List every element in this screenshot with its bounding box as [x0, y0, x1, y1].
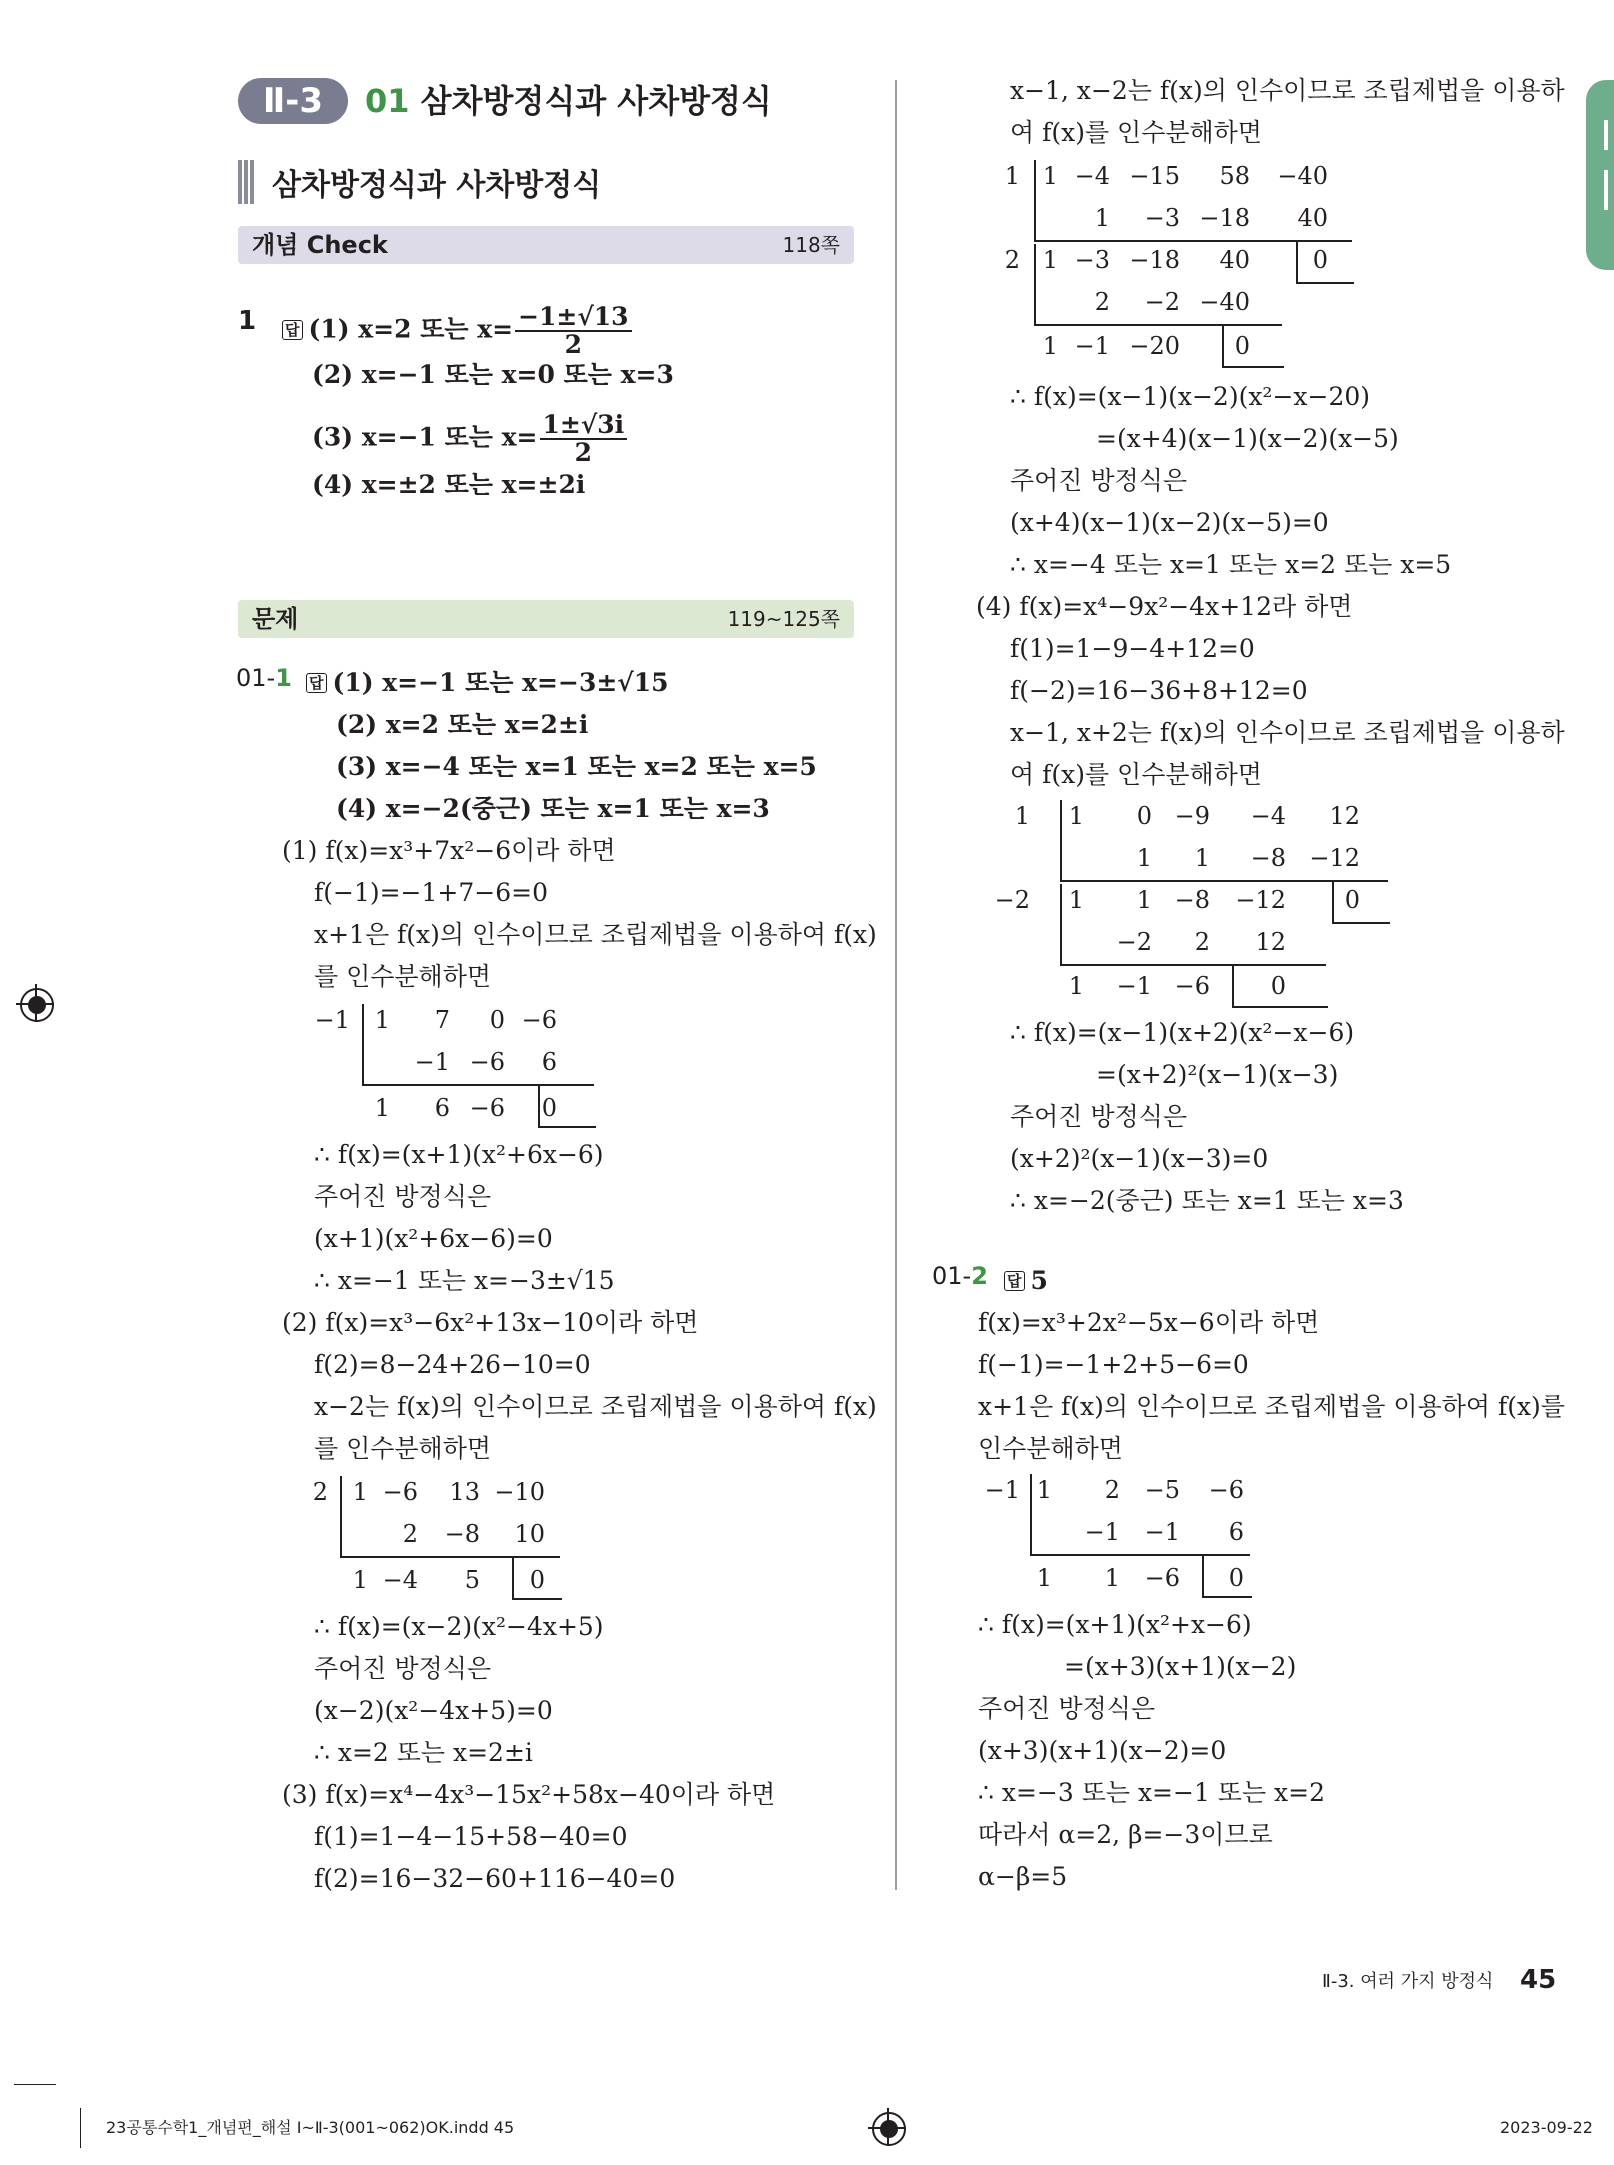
synth-cell: 58	[1219, 162, 1250, 190]
print-file-name: 23공통수학1_개념편_해설 Ⅰ~Ⅱ-3(001~062)OK.indd 45	[106, 2118, 515, 2137]
synth-cell: −6	[469, 1048, 505, 1076]
p012-after-2: =(x+3)(x+1)(x−2)	[1064, 1652, 1297, 1681]
answer-mark: 답	[282, 320, 303, 340]
q1-a1-text: (1) x=2 또는 x=	[308, 314, 514, 344]
p012-after-1: ∴ f(x)=(x+1)(x²+x−6)	[978, 1610, 1252, 1639]
synth-cell: 1	[1068, 886, 1084, 914]
synth-cell: −6	[1144, 1564, 1180, 1592]
synth-cell: −4	[382, 1566, 418, 1594]
synth-cell: −9	[1174, 802, 1210, 830]
registration-mark-icon	[872, 2112, 906, 2146]
synth-cell: 2	[1104, 1476, 1120, 1504]
section-title-text: 삼차방정식과 사차방정식	[420, 82, 772, 120]
page-chapter-label: Ⅱ-3. 여러 가지 방정식	[1322, 1971, 1494, 1992]
q1-a1-fraction	[515, 304, 632, 358]
subsection-title: 삼차방정식과 사차방정식	[272, 168, 602, 203]
section-badge: Ⅱ-3	[238, 78, 348, 124]
synth-cell: 1	[1136, 886, 1152, 914]
p012-after-4: (x+3)(x+1)(x−2)=0	[978, 1736, 1227, 1765]
synth-root: 1	[1004, 162, 1020, 190]
synth-cell: −8	[444, 1520, 480, 1548]
synth-cell: −3	[1074, 246, 1110, 274]
q1-a1-denominator: 2	[564, 330, 583, 359]
registration-mark-icon	[20, 988, 54, 1022]
page-number: 45	[1520, 1965, 1557, 1995]
crop-mark	[80, 2108, 81, 2148]
s4-line-5: 여 f(x)를 인수분해하면	[1010, 760, 1262, 789]
chapter-side-tab	[1586, 80, 1614, 270]
synth-root: −1	[314, 1006, 350, 1034]
p012-line-2: f(−1)=−1+2+5−6=0	[978, 1350, 1249, 1379]
synth-cell: 1	[1068, 972, 1084, 1000]
q1-answer-1	[282, 304, 632, 358]
s2-line-4: 를 인수분해하면	[314, 1434, 491, 1463]
synth-cell: 1	[352, 1478, 368, 1506]
synth-cell: −12	[1235, 886, 1286, 914]
p012-after-7: α−β=5	[978, 1862, 1068, 1891]
q1-answer-2: (2) x=−1 또는 x=0 또는 x=3	[312, 360, 674, 389]
q1-a3-denominator: 2	[574, 438, 593, 467]
synth-cell: −1	[1074, 332, 1110, 360]
problem-number-suffix: 2	[971, 1262, 988, 1290]
print-date: 2023-09-22	[1500, 2118, 1593, 2137]
problem-page-ref: 119~125쪽	[727, 607, 840, 631]
concept-check-label: 개념 Check	[252, 231, 388, 259]
section-title	[365, 78, 772, 124]
answer-mark: 답	[1004, 1271, 1025, 1291]
synth-cell: 1	[1042, 246, 1058, 274]
section-number: 01	[365, 82, 410, 120]
column-divider	[895, 80, 897, 1890]
s1-after-4: ∴ x=−1 또는 x=−3±√15	[314, 1266, 615, 1295]
synth-cell: 1	[1194, 844, 1210, 872]
s4-line-3: f(−2)=16−36+8+12=0	[1010, 676, 1308, 705]
p012-after-6: 따라서 α=2, β=−3이므로	[978, 1820, 1273, 1849]
subsection-mark-icon	[238, 160, 254, 204]
synth-root: 1	[1014, 802, 1030, 830]
synth-cell: −2	[1116, 928, 1152, 956]
s3-after-4: (x+4)(x−1)(x−2)(x−5)=0	[1010, 508, 1329, 537]
synth-cell: 1	[374, 1094, 390, 1122]
synth-cell: 0	[489, 1006, 505, 1034]
s2-after-4: ∴ x=2 또는 x=2±i	[314, 1738, 533, 1767]
s2-after-1: ∴ f(x)=(x−2)(x²−4x+5)	[314, 1612, 604, 1641]
synth-cell: 40	[1219, 246, 1250, 274]
synth-cell: 0	[1228, 1564, 1244, 1592]
p012-answer	[1004, 1260, 1048, 1302]
synth-cell: 1	[1068, 802, 1084, 830]
s4-after-2: =(x+2)²(x−1)(x−3)	[1096, 1060, 1339, 1089]
p011-answer-1	[306, 662, 669, 704]
synth-cell: 2	[402, 1520, 418, 1548]
synth-cell: −15	[1129, 162, 1180, 190]
synth-cell: 6	[1228, 1518, 1244, 1546]
s2-line-1: (2) f(x)=x³−6x²+13x−10이라 하면	[282, 1308, 699, 1337]
s1-after-2: 주어진 방정식은	[314, 1182, 491, 1211]
q1-a3-text: (3) x=−1 또는 x=	[312, 422, 538, 452]
synth-cell: 0	[1344, 886, 1360, 914]
synth-cell: 1	[1042, 162, 1058, 190]
synth-cell: −6	[521, 1006, 557, 1034]
p011-answer-3: (3) x=−4 또는 x=1 또는 x=2 또는 x=5	[336, 752, 817, 781]
synth-root: −2	[994, 886, 1030, 914]
synth-cell: −6	[1208, 1476, 1244, 1504]
q1-a3-fraction	[540, 412, 628, 466]
problem-number-suffix: 1	[275, 664, 292, 692]
synth-cell: −18	[1129, 246, 1180, 274]
s3-after-2: =(x+4)(x−1)(x−2)(x−5)	[1096, 424, 1399, 453]
synth-cell: −1	[414, 1048, 450, 1076]
problem-number-prefix: 01-	[932, 1262, 972, 1290]
s3-cont-2: 여 f(x)를 인수분해하면	[1010, 118, 1262, 147]
q1-answer-3	[312, 412, 627, 466]
s3-after-3: 주어진 방정식은	[1010, 466, 1187, 495]
synth-cell: 1	[352, 1566, 368, 1594]
synth-cell: 0	[541, 1094, 557, 1122]
synth-cell: 1	[1136, 844, 1152, 872]
synth-cell: −6	[382, 1478, 418, 1506]
s4-line-2: f(1)=1−9−4+12=0	[1010, 634, 1255, 663]
synth-cell: 6	[434, 1094, 450, 1122]
concept-check-band	[238, 226, 854, 264]
s1-line-3: x+1은 f(x)의 인수이므로 조립제법을 이용하여 f(x)	[314, 920, 877, 949]
synth-cell: −6	[469, 1094, 505, 1122]
s1-line-1: (1) f(x)=x³+7x²−6이라 하면	[282, 836, 616, 865]
synth-root: 2	[1004, 246, 1020, 274]
synth-cell: 5	[464, 1566, 480, 1594]
s3-after-1: ∴ f(x)=(x−1)(x−2)(x²−x−20)	[1010, 382, 1371, 411]
s1-after-3: (x+1)(x²+6x−6)=0	[314, 1224, 553, 1253]
s1-line-4: 를 인수분해하면	[314, 962, 491, 991]
problem-01-2-number	[932, 1262, 988, 1290]
s2-after-3: (x−2)(x²−4x+5)=0	[314, 1696, 553, 1725]
concept-check-page-ref: 118쪽	[782, 233, 840, 257]
synth-cell: −8	[1174, 886, 1210, 914]
p012-answer-text: 5	[1030, 1266, 1048, 1295]
p012-line-3: x+1은 f(x)의 인수이므로 조립제법을 이용하여 f(x)를	[978, 1392, 1565, 1421]
p012-after-5: ∴ x=−3 또는 x=−1 또는 x=2	[978, 1778, 1325, 1807]
synth-cell: 0	[529, 1566, 545, 1594]
synth-cell: −6	[1174, 972, 1210, 1000]
s4-line-1: (4) f(x)=x⁴−9x²−4x+12라 하면	[976, 592, 1353, 621]
s3-after-5: ∴ x=−4 또는 x=1 또는 x=2 또는 x=5	[1010, 550, 1452, 579]
s2-after-2: 주어진 방정식은	[314, 1654, 491, 1683]
synth-cell: −12	[1309, 844, 1360, 872]
p012-after-3: 주어진 방정식은	[978, 1694, 1155, 1723]
s2-line-3: x−2는 f(x)의 인수이므로 조립제법을 이용하여 f(x)	[314, 1392, 877, 1421]
p011-answer-2: (2) x=2 또는 x=2±i	[336, 710, 589, 739]
s2-line-2: f(2)=8−24+26−10=0	[314, 1350, 591, 1379]
synth-cell: −40	[1277, 162, 1328, 190]
answer-mark: 답	[306, 673, 327, 693]
synth-cell: −1	[1116, 972, 1152, 1000]
crop-mark	[14, 2084, 56, 2085]
synth-cell: 1	[1036, 1476, 1052, 1504]
synth-root: 2	[312, 1478, 328, 1506]
s4-line-4: x−1, x+2는 f(x)의 인수이므로 조립제법을 이용하	[1010, 718, 1565, 747]
synth-root: −1	[984, 1476, 1020, 1504]
synth-cell: −10	[494, 1478, 545, 1506]
problem-number-prefix: 01-	[236, 664, 276, 692]
question-1-number: 1	[238, 306, 257, 336]
problem-label: 문제	[252, 605, 299, 633]
s4-after-3: 주어진 방정식은	[1010, 1102, 1187, 1131]
synth-cell: 10	[514, 1520, 545, 1548]
synth-cell: 0	[1270, 972, 1286, 1000]
synth-cell: −1	[1084, 1518, 1120, 1546]
s1-after-1: ∴ f(x)=(x+1)(x²+6x−6)	[314, 1140, 604, 1169]
synth-cell: −1	[1144, 1518, 1180, 1546]
s3-cont-1: x−1, x−2는 f(x)의 인수이므로 조립제법을 이용하	[1010, 76, 1565, 105]
synth-cell: 1	[1104, 1564, 1120, 1592]
synth-cell: 12	[1255, 928, 1286, 956]
synth-cell: 40	[1297, 204, 1328, 232]
s3-line-2: f(1)=1−4−15+58−40=0	[314, 1822, 628, 1851]
p011-answer-1-text: (1) x=−1 또는 x=−3±√15	[332, 668, 669, 697]
synth-cell: 1	[1036, 1564, 1052, 1592]
problem-01-1-number	[236, 664, 292, 692]
synth-cell: 2	[1194, 928, 1210, 956]
s3-line-1: (3) f(x)=x⁴−4x³−15x²+58x−40이라 하면	[282, 1780, 776, 1809]
synth-cell: 13	[449, 1478, 480, 1506]
synth-cell: 1	[1042, 332, 1058, 360]
synth-cell: 12	[1329, 802, 1360, 830]
synth-cell: −18	[1199, 204, 1250, 232]
s4-after-1: ∴ f(x)=(x−1)(x+2)(x²−x−6)	[1010, 1018, 1355, 1047]
synth-cell: −3	[1144, 204, 1180, 232]
q1-answer-4: (4) x=±2 또는 x=±2i	[312, 470, 586, 499]
synth-cell: −2	[1144, 288, 1180, 316]
s4-after-4: (x+2)²(x−1)(x−3)=0	[1010, 1144, 1269, 1173]
p011-answer-4: (4) x=−2(중근) 또는 x=1 또는 x=3	[336, 794, 770, 823]
synth-cell: −8	[1250, 844, 1286, 872]
synth-cell: 6	[541, 1048, 557, 1076]
synth-cell: −4	[1250, 802, 1286, 830]
synth-cell: 0	[1312, 246, 1328, 274]
synth-cell: −20	[1129, 332, 1180, 360]
p012-line-4: 인수분해하면	[978, 1434, 1123, 1463]
p012-line-1: f(x)=x³+2x²−5x−6이라 하면	[978, 1308, 1320, 1337]
q1-a1-numerator: −1±√13	[515, 304, 632, 332]
synth-cell: 0	[1234, 332, 1250, 360]
s3-line-3: f(2)=16−32−60+116−40=0	[314, 1864, 676, 1893]
problem-band	[238, 600, 854, 638]
synth-cell: 0	[1136, 802, 1152, 830]
synth-cell: 1	[374, 1006, 390, 1034]
s1-line-2: f(−1)=−1+7−6=0	[314, 878, 548, 907]
q1-a3-numerator: 1±√3i	[540, 412, 628, 440]
synth-cell: 7	[434, 1006, 450, 1034]
synth-cell: −5	[1144, 1476, 1180, 1504]
synth-cell: −40	[1199, 288, 1250, 316]
synth-cell: 1	[1094, 204, 1110, 232]
s4-after-5: ∴ x=−2(중근) 또는 x=1 또는 x=3	[1010, 1186, 1404, 1215]
synth-cell: 2	[1094, 288, 1110, 316]
synth-cell: −4	[1074, 162, 1110, 190]
